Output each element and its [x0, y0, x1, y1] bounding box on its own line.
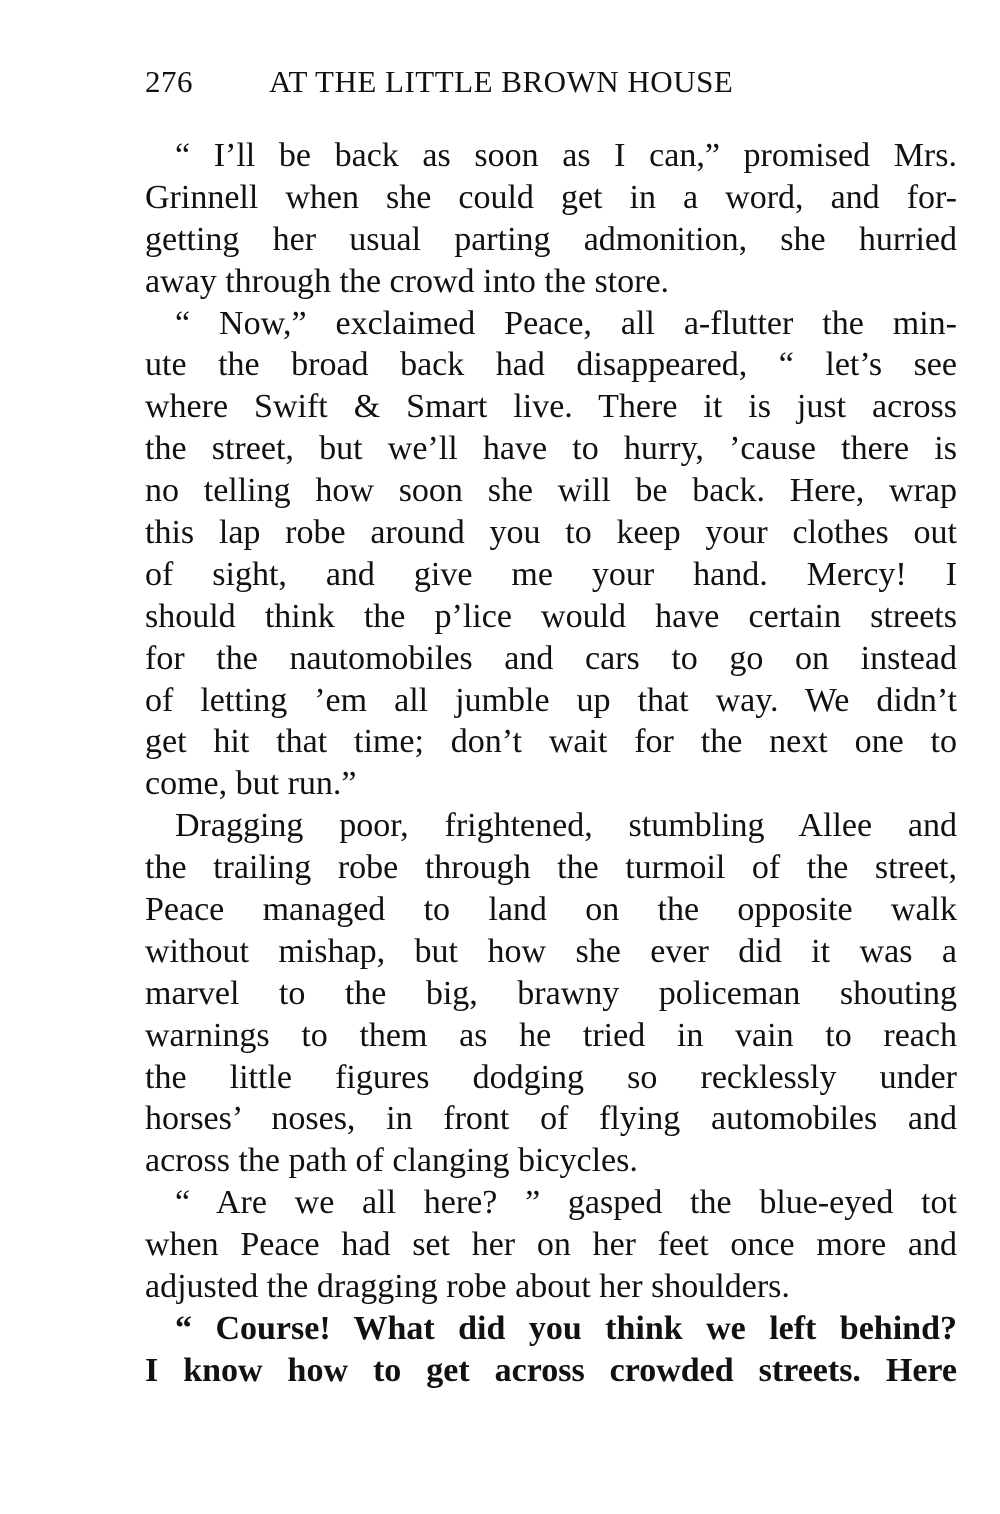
text-line: away through the crowd into the store.: [145, 262, 670, 300]
text-line: get hit that time; don’t wait for the next one to: [145, 723, 957, 761]
text-line: horses’ noses, in front of flying automobiles and: [145, 1100, 957, 1138]
text-line: adjusted the dragging robe about her shoulders.: [145, 1268, 790, 1306]
text-line: of sight, and give me your hand. Mercy! I: [145, 555, 957, 593]
text-line: when Peace had set her on her feet once more and: [145, 1226, 957, 1264]
text-line: where Swift & Smart live. There it is just across: [145, 388, 957, 426]
text-line: should think the p’lice would have certain streets: [145, 597, 957, 635]
text-line: “ I’ll be back as soon as I can,” promised Mrs.: [175, 137, 957, 174]
text-line: Grinnell when she could get in a word, and for-: [145, 178, 957, 216]
text-line: “ Are we all here? ” gasped the blue-eyed tot: [175, 1184, 957, 1222]
text-line: ute the broad back had disappeared, “ let’s see: [145, 346, 957, 384]
body-text: [145, 135, 957, 1392]
text-line: of letting ’em all jumble up that way. We didn’t: [145, 681, 957, 719]
text-line: no telling how soon she will be back. Here, wrap: [145, 472, 957, 510]
text-line: warnings to them as he tried in vain to reach: [145, 1016, 957, 1054]
text-line: “ Now,” exclaimed Peace, all a-flutter the min-: [175, 304, 957, 342]
text-line: the trailing robe through the turmoil of the street,: [145, 849, 957, 887]
text-line: the street, but we’ll have to hurry, ’cause there is: [145, 430, 957, 468]
text-line: without mishap, but how she ever did it was a: [145, 932, 957, 970]
text-line: marvel to the big, brawny policeman shouting: [145, 974, 957, 1012]
text-line: for the nautomobiles and cars to go on instead: [145, 639, 957, 677]
text-line: “ Course! What did you think we left behind?: [175, 1309, 957, 1347]
text-line: this lap robe around you to keep your clothes out: [145, 514, 957, 552]
text-line: getting her usual parting admonition, she hurried: [145, 220, 957, 258]
running-title: AT THE LITTLE BROWN HOUSE: [269, 64, 734, 99]
text-line: the little figures dodging so recklessly under: [145, 1058, 957, 1096]
text-line: come, but run.”: [145, 765, 357, 803]
page-number: 276: [145, 64, 193, 99]
text-line: across the path of clanging bicycles.: [145, 1142, 638, 1180]
page-header: [145, 64, 845, 104]
text-line: I know how to get across crowded streets. Here: [145, 1351, 957, 1389]
text-line: Peace managed to land on the opposite walk: [145, 891, 957, 929]
text-line: Dragging poor, frightened, stumbling Allee and: [175, 807, 957, 845]
